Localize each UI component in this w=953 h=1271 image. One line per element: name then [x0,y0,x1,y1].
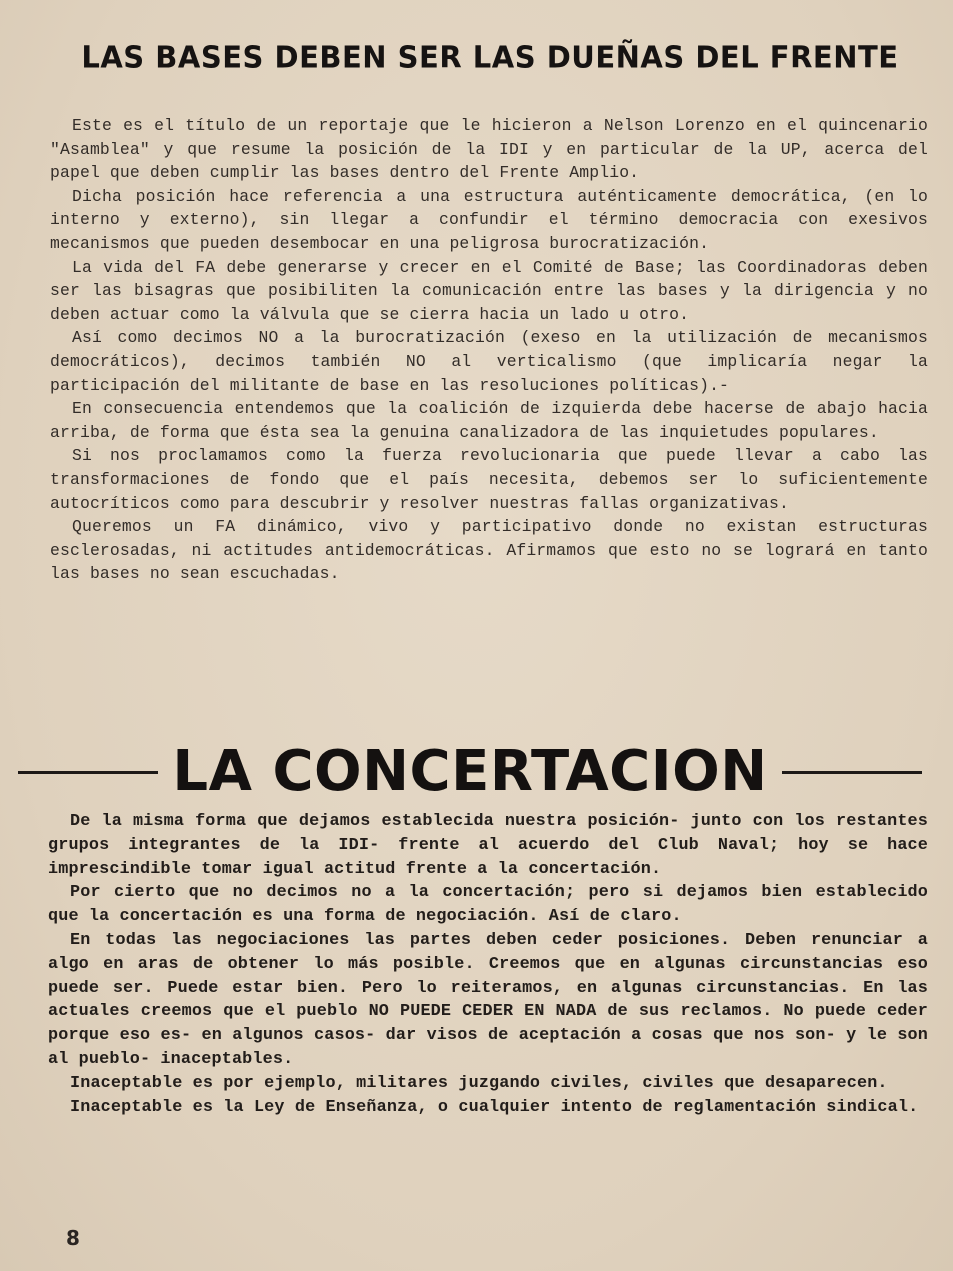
paragraph: Así como decimos NO a la burocratización (exeso en la utilización de mecanismos democráticos), decimos también NO al verticalismo (que implicaría negar la participación del militante de base en las resoluciones políticas).- [50,328,928,395]
paragraph: Inaceptable es la Ley de Enseñanza, o cualquier intento de reglamentación sindical. [70,1097,919,1117]
page-number: 8 [66,1226,80,1250]
paragraph: Por cierto que no decimos no a la concertación; pero si dejamos bien establecido que la concertación es una forma de negociación. Así de claro. [48,883,928,927]
paragraph: Dicha posición hace referencia a una estructura auténticamente democrática, (en lo interno y externo), sin llegar a confundir el término democracia con exesivos mecanismos que pueden desembocar en una peligrosa burocratización. [50,186,928,253]
heading-rule-right [782,771,922,774]
paragraph: La vida del FA debe generarse y crecer en el Comité de Base; las Coordinadoras deben ser las bisagras que posibiliten la comunicación entre las bases y la dirigencia y no deben actuar como la válvula que se cierra hacia un lado u otro. [50,257,928,324]
section-heading-concertacion [18,736,922,808]
article-body-bases [50,114,928,586]
heading-rule-left [18,771,158,774]
article-title-concertacion: LA CONCERTACION [172,739,768,804]
article-title-bases: LAS BASES DEBEN SER LAS DUEÑAS DEL FRENTE [81,39,899,75]
article-body-concertacion [48,810,928,1119]
paragraph: Si nos proclamamos como la fuerza revolucionaria que puede llevar a cabo las transformaciones de fondo que el país necesita, debemos ser lo suficientemente autocríticos como para descubrir y resolver nuestras fallas organizativas. [50,446,928,513]
paragraph: Queremos un FA dinámico, vivo y participativo donde no existan estructuras esclerosadas, ni actitudes antidemocráticas. Afirmamos que esto no se logrará en tanto las bases no sean escuchadas. [50,517,928,584]
paragraph: En todas las negociaciones las partes deben ceder posiciones. Deben renunciar a algo en aras de obtener lo más posible. Creemos que en algunas circunstancias eso puede ser. Puede estar bien. Pero lo reiteramos, en algunas circunstancias. En las actuales creemos que el pueblo NO PUEDE CEDER EN NADA de sus reclamos. No puede ceder porque eso es- en algunos casos- dar visos de aceptación a cosas que nos son- y le son al pueblo- inaceptables. [48,930,928,1069]
paragraph: De la misma forma que dejamos establecida nuestra posición- junto con los restantes grupos integrantes de la IDI- frente al acuerdo del Club Naval; hoy se hace imprescindible tomar igual actitud frente a la concertación. [48,812,928,879]
paragraph: Este es el título de un reportaje que le hicieron a Nelson Lorenzo en el quincenario "Asamblea" y que resume la posición de la IDI y en particular de la UP, acerca del papel que deben cumplir las bases dentro del Frente Amplio. [50,116,928,183]
paragraph: En consecuencia entendemos que la coalición de izquierda debe hacerse de abajo hacia arriba, de forma que ésta sea la genuina canalizadora de las inquietudes populares. [50,399,928,442]
paragraph: Inaceptable es por ejemplo, militares juzgando civiles, civiles que desaparecen. [70,1073,888,1093]
